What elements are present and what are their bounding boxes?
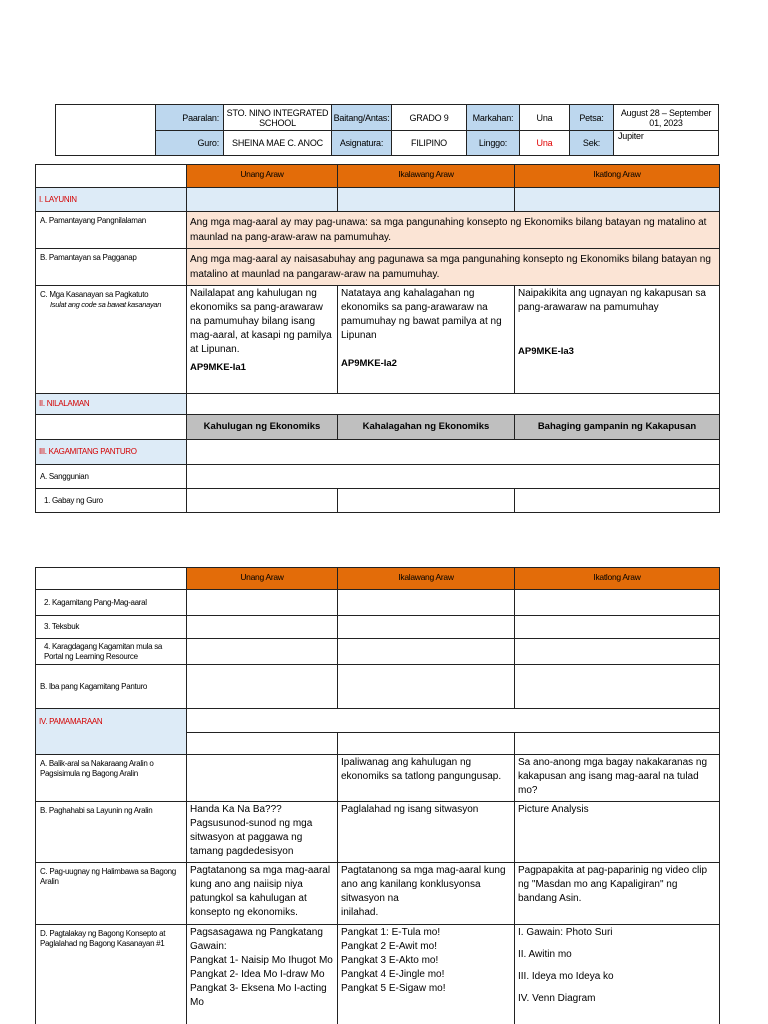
asignatura-value: FILIPINO [392, 131, 467, 156]
kasanayan-1-code: AP9MKE-Ia1 [190, 362, 246, 373]
pamantayang-label: A. Pamantayang Pangnilalaman [36, 212, 187, 249]
teksbuk-3 [515, 616, 720, 639]
section-layunin: I. LAYUNIN [36, 188, 187, 212]
c-cell-3: Pagpapakita at pag-paparinig ng video clip ng "Masdan mo ang Kapaligiran" ng bandang Asin. [515, 863, 720, 925]
day-header-3: Ikatlong Araw [515, 165, 720, 188]
d-3-item-2: II. Awitin mo [518, 949, 572, 960]
d-3-item-3: III. Ideya mo Ideya ko [518, 971, 614, 982]
d-cell-2: Pangkat 1: E-Tula mo! Pangkat 2 E-Awit mo! Pangkat 3 E-Akto mo! Pangkat 4 E-Jingle mo! Pangkat 5 E-Sigaw mo! [338, 925, 515, 1024]
kasanayan-cell-3 [515, 286, 720, 394]
paaralan-value: STO. NINO INTEGRATED SCHOOL [224, 105, 332, 131]
pamamaraan-2 [338, 733, 515, 755]
markahan-value: Una [520, 105, 570, 131]
day-header-2b: Ikalawang Araw [338, 568, 515, 590]
day-header-3b: Ikatlong Araw [515, 568, 720, 590]
nilalaman-blank [187, 394, 720, 415]
kagamitan-blank [187, 440, 720, 465]
b-cell-2: Paglalahad ng isang sitwasyon [338, 802, 515, 863]
nilalaman-2: Kahalagahan ng Ekonomiks [338, 415, 515, 440]
linggo-label: Linggo: [467, 131, 520, 156]
c-cell-2: Pagtatanong sa mga mag-aaral kung ano ang kanilang konklusyonsa sitwasyon na inilahad. [338, 863, 515, 925]
pang-mag-aaral-2 [338, 590, 515, 616]
section-nilalaman: II. NILALAMAN [36, 394, 187, 415]
layunin-cell-1 [187, 188, 338, 212]
b-label: B. Paghahabi sa Layunin ng Aralin [36, 802, 187, 863]
iba-pang-3 [515, 665, 720, 709]
kasanayan-cell-2 [338, 286, 515, 394]
kasanayan-label: C. Mga Kasanayan sa Pagkatuto [40, 290, 149, 299]
petsa-value: August 28 – September 01, 2023 [614, 105, 719, 131]
a-cell-1 [187, 755, 338, 802]
teksbuk-label: 3. Teksbuk [36, 616, 187, 639]
day-header-1: Unang Araw [187, 165, 338, 188]
kasanayan-note: Isulat ang code sa bawat kasanayan [50, 300, 162, 309]
asignatura-label: Asignatura: [332, 131, 392, 156]
b-cell-3: Picture Analysis [515, 802, 720, 863]
layunin-cell-3 [515, 188, 720, 212]
linggo-value: Una [520, 131, 570, 156]
kasanayan-2-code: AP9MKE-Ia2 [341, 358, 397, 369]
karagdagang-3 [515, 639, 720, 665]
sanggunian-blank [187, 465, 720, 489]
pang-mag-aaral-3 [515, 590, 720, 616]
d-label: D. Pagtalakay ng Bagong Konsepto at Paglalahad ng Bagong Kasanayan #1 [36, 925, 187, 1024]
gabay-cell-2 [338, 489, 515, 513]
baitang-value: GRADO 9 [392, 105, 467, 131]
pamamaraan-3 [515, 733, 720, 755]
iba-pang-2 [338, 665, 515, 709]
gabay-cell-3 [515, 489, 720, 513]
lesson-table-1 [35, 164, 720, 513]
a-label: A. Balik-aral sa Nakaraang Aralin o Pagsisimula ng Bagong Aralin [36, 755, 187, 802]
sek-value: Jupiter [614, 131, 719, 156]
day-header-2: Ikalawang Araw [338, 165, 515, 188]
layunin-cell-2 [338, 188, 515, 212]
c-cell-1: Pagtatanong sa mga mag-aaral kung ano ang naiisip niya patungkol sa kahulugan at konsepto ng ekonomiks. [187, 863, 338, 925]
kasanayan-cell-1 [187, 286, 338, 394]
gabay-label: 1. Gabay ng Guro [36, 489, 187, 513]
kasanayan-2-text: Natataya ang kahalagahan ng ekonomiks sa pang-arawaraw na pamumuhay ng bawat pamilya at ng Lipunan [341, 288, 502, 341]
paaralan-label: Paaralan: [156, 105, 224, 131]
markahan-label: Markahan: [467, 105, 520, 131]
d-cell-3 [515, 925, 720, 1024]
pagganap-label: B. Pamantayan sa Pagganap [36, 249, 187, 286]
karagdagang-label: 4. Karagdagang Kagamitan mula sa Portal ng Learning Resource [36, 639, 187, 665]
header-table [55, 104, 719, 156]
guro-value: SHEINA MAE C. ANOC [224, 131, 332, 156]
a-cell-2: Ipaliwanag ang kahulugan ng ekonomiks sa tatlong pangungusap. [338, 755, 515, 802]
iba-pang-1 [187, 665, 338, 709]
baitang-label: Baitang/Antas: [332, 105, 392, 131]
nilalaman-1: Kahulugan ng Ekonomiks [187, 415, 338, 440]
corner-cell-2 [36, 568, 187, 590]
gabay-cell-1 [187, 489, 338, 513]
kasanayan-3-code: AP9MKE-Ia3 [518, 346, 574, 357]
pang-mag-aaral-1 [187, 590, 338, 616]
sanggunian-label: A. Sanggunian [36, 465, 187, 489]
d-3-item-4: IV. Venn Diagram [518, 993, 596, 1004]
day-header-1b: Unang Araw [187, 568, 338, 590]
d-cell-1: Pagsasagawa ng Pangkatang Gawain: Pangkat 1- Naisip Mo Ihugot Mo Pangkat 2- Idea Mo I-draw Mo Pangkat 3- Eksena Mo I-acting Mo [187, 925, 338, 1024]
section-pamamaraan: IV. PAMAMARAAN [36, 709, 187, 755]
nilalaman-empty [36, 415, 187, 440]
lesson-table-2 [35, 567, 720, 1024]
nilalaman-3: Bahaging gampanin ng Kakapusan [515, 415, 720, 440]
b-cell-1: Handa Ka Na Ba??? Pagsusunod-sunod ng mga sitwasyon at paggawa ng tamang pagdedesisyon [187, 802, 338, 863]
header-blank-cell [56, 105, 156, 156]
corner-cell [36, 165, 187, 188]
guro-label: Guro: [156, 131, 224, 156]
pamamaraan-1 [187, 733, 338, 755]
pamantayang-text: Ang mga mag-aaral ay may pag-unawa: sa mga pangunahing konsepto ng Ekonomiks bilang batayan ng matalino at maunlad na pang-araw-araw na pamumuhay. [187, 212, 720, 249]
teksbuk-1 [187, 616, 338, 639]
iba-pang-label: B. Iba pang Kagamitang Panturo [36, 665, 187, 709]
karagdagang-2 [338, 639, 515, 665]
pamamaraan-blank [187, 709, 720, 733]
karagdagang-1 [187, 639, 338, 665]
teksbuk-2 [338, 616, 515, 639]
a-cell-3: Sa ano-anong mga bagay nakakaranas ng kakapusan ang isang mag-aaral na tulad mo? [515, 755, 720, 802]
pagganap-text: Ang mga mag-aaral ay naisasabuhay ang pagunawa sa mga pangunahing konsepto ng Ekonomiks bilang batayan ng matalino at maunlad na pangaraw-araw na pamumuhay. [187, 249, 720, 286]
sek-label: Sek: [570, 131, 614, 156]
kasanayan-label-cell [36, 286, 187, 394]
section-kagamitan: III. KAGAMITANG PANTURO [36, 440, 187, 465]
kasanayan-3-text: Naipakikita ang ugnayan ng kakapusan sa pang-arawaraw na pamumuhay [518, 288, 706, 313]
c-label: C. Pag-uugnay ng Halimbawa sa Bagong Aralin [36, 863, 187, 925]
pang-mag-aaral-label: 2. Kagamitang Pang-Mag-aaral [36, 590, 187, 616]
d-3-item-1: I. Gawain: Photo Suri [518, 927, 613, 938]
kasanayan-1-text: Nailalapat ang kahulugan ng ekonomiks sa pang-arawaraw na pamumuhay bilang isang mag-aaral, at kasapi ng pamilya at Lipunan. [190, 288, 332, 355]
petsa-label: Petsa: [570, 105, 614, 131]
